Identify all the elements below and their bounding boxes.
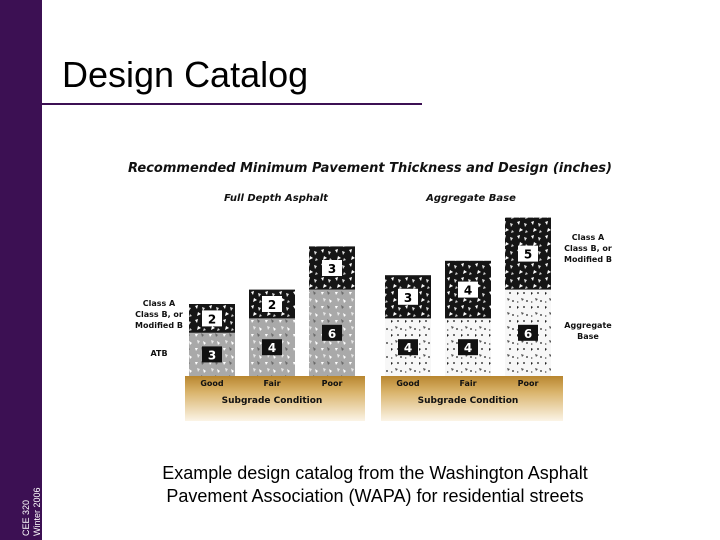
base-thickness-label: 4	[403, 341, 413, 356]
base-thickness-label: 3	[207, 348, 217, 363]
condition-label: Poor	[517, 379, 539, 388]
right-surface-label-1: Class A	[571, 233, 605, 242]
surface-thickness-label: 2	[267, 298, 277, 312]
course-term: Winter 2006	[32, 487, 42, 536]
condition-label: Fair	[459, 379, 477, 388]
base-thickness-label: 6	[523, 326, 533, 341]
page-title: Design Catalog	[62, 54, 309, 95]
figure-title: Recommended Minimum Pavement Thickness and Design (inches)	[128, 161, 612, 176]
surface-thickness-label: 3	[403, 290, 413, 305]
right-base-label-2: Base	[577, 332, 599, 341]
caption-line-2: Pavement Association (WAPA) for residential streets	[166, 486, 584, 506]
course-label	[21, 487, 43, 536]
right-base-label-1: Aggregate	[564, 321, 612, 330]
base-thickness-label: 6	[327, 326, 337, 341]
condition-label: Poor	[321, 379, 343, 388]
right-surface-label-2: Class B, or	[564, 244, 612, 253]
surface-thickness-label: 5	[523, 247, 533, 262]
surface-thickness-label: 2	[207, 312, 217, 327]
left-surface-label-1: Class A	[142, 299, 176, 308]
figure-caption	[100, 462, 650, 508]
left-surface-label-3: Modified B	[135, 321, 183, 330]
surface-thickness-label: 4	[463, 283, 473, 298]
left-base-label: ATB	[150, 349, 168, 358]
subgrade-condition-label: Subgrade Condition	[417, 396, 519, 406]
subgrade-condition-label: Subgrade Condition	[221, 396, 323, 406]
group-heading-full-depth: Full Depth Asphalt	[224, 193, 328, 204]
condition-label: Good	[396, 379, 420, 388]
base-thickness-label: 4	[463, 341, 473, 356]
left-surface-label-2: Class B, or	[135, 310, 183, 319]
caption-line-1: Example design catalog from the Washington Asphalt	[162, 463, 588, 483]
base-thickness-label: 4	[267, 341, 277, 356]
condition-label: Fair	[263, 379, 281, 388]
title-rule	[42, 103, 422, 105]
condition-label: Good	[200, 379, 224, 388]
pavement-design-figure	[95, 150, 655, 425]
right-surface-label-3: Modified B	[564, 255, 612, 264]
surface-thickness-label: 3	[327, 262, 337, 276]
course-code: CEE 320	[21, 499, 31, 536]
sidebar	[0, 0, 42, 540]
group-heading-aggregate: Aggregate Base	[426, 193, 516, 204]
